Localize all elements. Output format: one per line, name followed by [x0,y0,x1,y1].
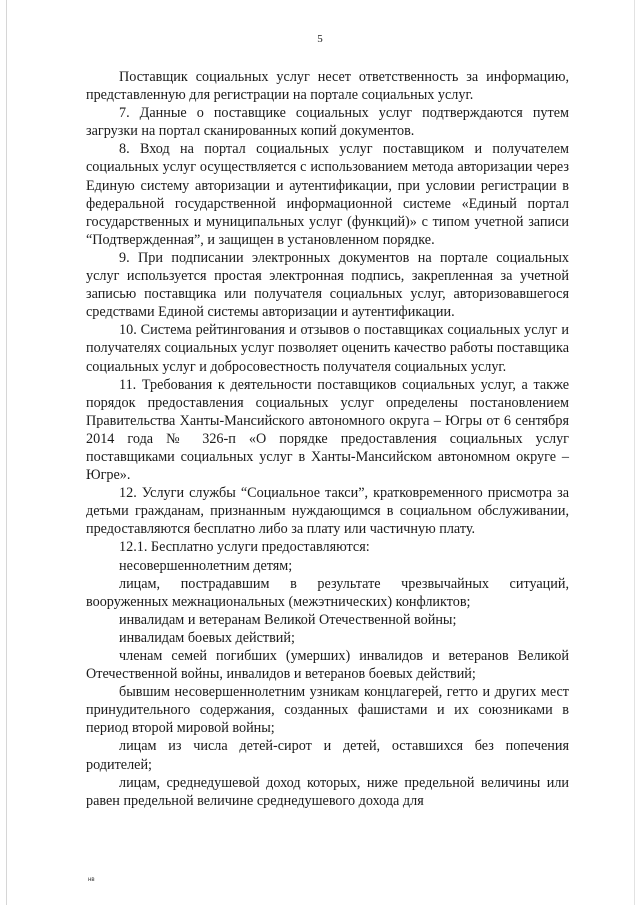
list-item: лицам, среднедушевой доход которых, ниже предельной величины или равен предельной величине среднедушевого дохода для [86,774,569,809]
paragraph-8: 8. Вход на портал социальных услуг поставщиком и получателем социальных услуг осуществляется с использованием метода авторизации через Единую систему авторизации и аутентификации, при условии регистрации в федеральной государственной информационной системе «Единый портал государственных и муниципальных услуг (функций)» с типом учетной записи “Подтвержденная”, и защищен в установленном порядке. [86,141,569,248]
list-item: несовершеннолетним детям; [119,557,293,574]
list-item: лицам из числа детей-сирот и детей, оставшихся без попечения родителей; [86,738,569,773]
paragraph-7: 7. Данные о поставщике социальных услуг подтверждаются путем загрузки на портал сканированных копий документов. [86,105,569,140]
footer-mark: нв [88,877,95,883]
paragraph-12: 12. Услуги службы “Социальное такси”, кратковременного присмотра за детьми гражданам, признанным нуждающимся в социальном обслуживании, предоставляются бесплатно либо за плату или частичную плату. [86,485,569,538]
list-item: инвалидам и ветеранам Великой Отечественной войны; [119,611,457,628]
list-item: инвалидам боевых действий; [119,629,295,646]
paragraph-11: 11. Требования к деятельности поставщиков социальных услуг, а также порядок предоставления социальных услуг определены постановлением Правительства Ханты-Мансийского автономного округа – Югры от 6 сентября 2014 года № 326-п «О порядке предоставления социальных услуг поставщиками социальных услуг в Ханты-Мансийском автономном округе – Югре». [86,376,569,484]
list-item: бывшим несовершеннолетним узникам концлагерей, гетто и других мест принудительного содержания, созданных фашистами и их союзниками в период второй мировой войны; [86,684,569,737]
scan-edge-right [634,0,635,905]
page-number: 5 [317,33,323,45]
paragraph-9: 9. При подписании электронных документов на портале социальных услуг используется простая электронная подпись, закрепленная за учетной записью поставщика или получателя социальных услуг, авторизовавшегося средствами Единой системы авторизации и аутентификации. [86,249,569,321]
document-body [86,68,569,810]
paragraph-10: 10. Система рейтингования и отзывов о поставщиках социальных услуг и получателях социальных услуг позволяет оценить качество работы поставщика социальных услуг и добросовестность получателя социальных услуг. [86,322,569,375]
paragraph-provider-responsibility: Поставщик социальных услуг несет ответственность за информацию, представленную для регистрации на портале социальных услуг. [86,69,569,104]
list-item: лицам, пострадавшим в результате чрезвычайных ситуаций, вооруженных межнациональных (межэтнических) конфликтов; [86,575,569,610]
paragraph-12-1-intro: 12.1. Бесплатно услуги предоставляются: [119,539,370,556]
scan-edge-left [6,0,7,905]
list-item: членам семей погибших (умерших) инвалидов и ветеранов Великой Отечественной войны, инвалидов и ветеранов боевых действий; [86,648,569,683]
